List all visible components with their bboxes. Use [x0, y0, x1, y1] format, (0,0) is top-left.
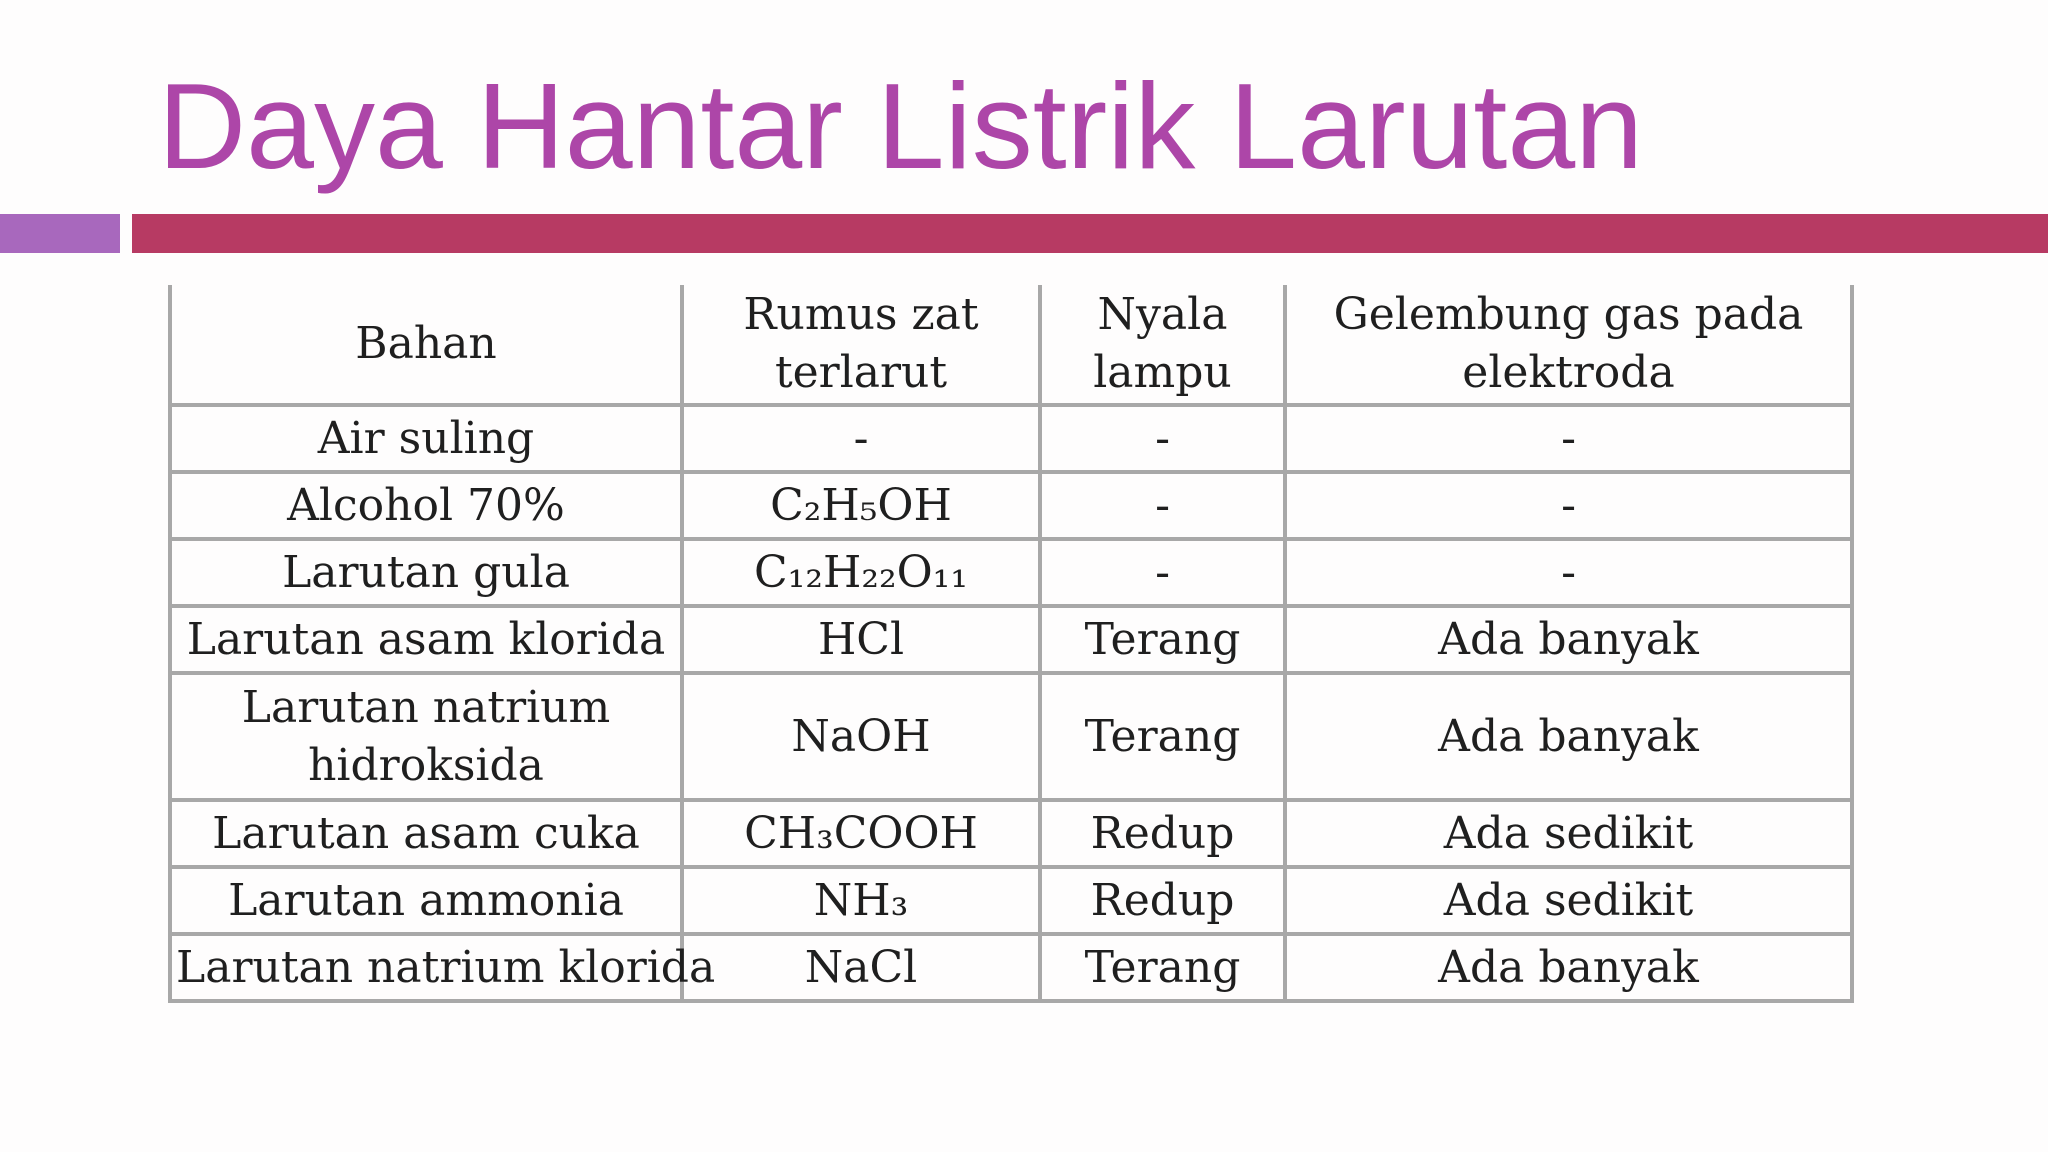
cell-rumus: C₁₂H₂₂O₁₁ [682, 539, 1040, 606]
cell-bahan [170, 800, 682, 867]
cell-bahan-line-1: Larutan natrium [241, 681, 611, 733]
table-row [170, 673, 1852, 800]
cell-bahan-line: Alcohol 70% [287, 479, 565, 531]
cell-bahan-line: Larutan gula [282, 546, 570, 598]
cell-bahan [170, 867, 682, 934]
cell-gelembung: Ada sedikit [1285, 800, 1852, 867]
accent-bar-right [132, 214, 2048, 253]
header-bahan-line: Bahan [355, 318, 497, 369]
accent-bar-left [0, 214, 120, 253]
table-row [170, 800, 1852, 867]
header-gelembung-line-2: elektroda [1462, 347, 1675, 398]
slide-title: Daya Hantar Listrik Larutan [158, 58, 1644, 194]
cell-rumus: NaOH [682, 673, 1040, 800]
cell-rumus: NH₃ [682, 867, 1040, 934]
header-gelembung-line-1: Gelembung gas pada [1333, 289, 1804, 340]
cell-bahan-line: Air suling [317, 412, 535, 464]
cell-bahan-line-2: hidroksida [308, 739, 544, 791]
cell-gelembung: Ada banyak [1285, 606, 1852, 673]
cell-nyala: Terang [1040, 673, 1285, 800]
cell-rumus: CH₃COOH [682, 800, 1040, 867]
table-row [170, 606, 1852, 673]
cell-gelembung: - [1285, 472, 1852, 539]
cell-rumus: - [682, 405, 1040, 472]
header-bahan [170, 285, 682, 405]
header-rumus-line-2: terlarut [774, 347, 948, 398]
cell-nyala: Redup [1040, 800, 1285, 867]
header-rumus [682, 285, 1040, 405]
cell-bahan-line: Larutan natrium klorida [176, 941, 716, 993]
cell-nyala: - [1040, 405, 1285, 472]
header-nyala [1040, 285, 1285, 405]
cell-bahan [170, 472, 682, 539]
cell-gelembung: Ada sedikit [1285, 867, 1852, 934]
cell-bahan-line: Larutan asam cuka [212, 807, 640, 859]
cell-gelembung: - [1285, 405, 1852, 472]
cell-bahan-line: Larutan ammonia [228, 874, 624, 926]
cell-bahan [170, 539, 682, 606]
table-header-row [170, 285, 1852, 405]
cell-rumus: C₂H₅OH [682, 472, 1040, 539]
cell-bahan [170, 934, 716, 1001]
header-gelembung [1285, 285, 1852, 405]
table-row [170, 539, 1852, 606]
cell-nyala: Terang [1040, 606, 1285, 673]
cell-bahan [170, 673, 682, 800]
cell-gelembung: Ada banyak [1285, 934, 1852, 1001]
table-row [170, 472, 1852, 539]
header-rumus-line-1: Rumus zat [743, 289, 979, 340]
cell-rumus: NaCl [682, 934, 1040, 1001]
cell-nyala: Terang [1040, 934, 1285, 1001]
cell-bahan [170, 606, 682, 673]
cell-nyala: Redup [1040, 867, 1285, 934]
header-nyala-line-2: lampu [1093, 347, 1232, 398]
table-row [170, 934, 1852, 1001]
cell-gelembung: - [1285, 539, 1852, 606]
header-nyala-line-1: Nyala [1097, 289, 1228, 340]
cell-rumus: HCl [682, 606, 1040, 673]
cell-gelembung: Ada banyak [1285, 673, 1852, 800]
conductivity-table [168, 285, 1854, 1003]
table-row [170, 867, 1852, 934]
cell-nyala: - [1040, 539, 1285, 606]
cell-bahan [170, 405, 682, 472]
cell-nyala: - [1040, 472, 1285, 539]
table-row [170, 405, 1852, 472]
cell-bahan-line: Larutan asam klorida [186, 613, 666, 665]
